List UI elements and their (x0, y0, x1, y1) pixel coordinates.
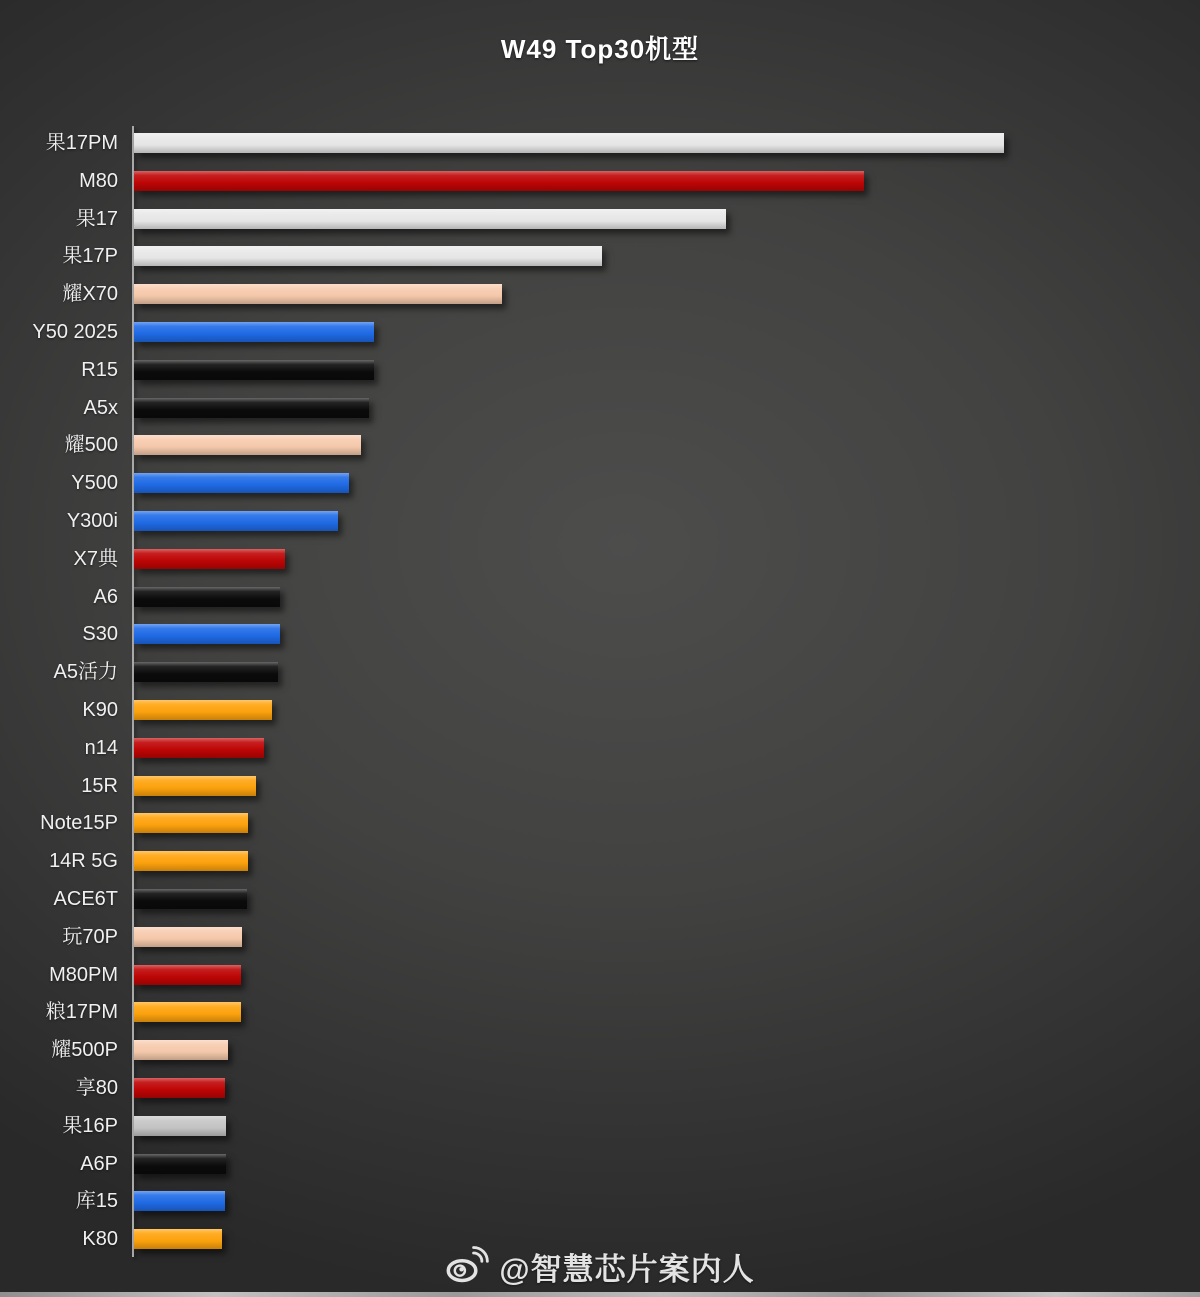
bar (134, 927, 242, 947)
category-label: 耀X70 (62, 283, 118, 306)
bar (134, 1191, 225, 1211)
bar (134, 965, 241, 985)
category-label: 果17PM (45, 132, 118, 154)
watermark-handle: @智慧芯片案内人 (499, 1251, 755, 1287)
category-label: K80 (82, 1228, 118, 1251)
category-label: 果17P (62, 245, 118, 268)
bar (134, 549, 285, 569)
bar (134, 889, 247, 909)
category-label: R15 (81, 358, 118, 381)
category-label: 果16P (62, 1114, 118, 1137)
category-label: Y300i (66, 510, 118, 532)
bar (134, 1154, 226, 1174)
bar (134, 624, 280, 644)
watermark (0, 1243, 1200, 1289)
category-label: 库15 (75, 1190, 118, 1213)
category-label: 享80 (75, 1077, 118, 1099)
category-label: A5活力 (53, 661, 118, 684)
bar (134, 435, 361, 455)
category-label: ACE6T (53, 888, 118, 910)
category-label: 耀500P (51, 1039, 118, 1062)
category-label: 玩70P (62, 925, 118, 948)
bar (134, 851, 248, 871)
category-label: X7典 (73, 547, 118, 570)
category-label: 果17 (75, 207, 118, 230)
category-label: A6P (80, 1152, 118, 1175)
category-label: 14R 5G (49, 850, 118, 873)
bar (134, 398, 369, 418)
category-label: Y50 2025 (32, 321, 118, 343)
category-label: A5x (83, 396, 118, 419)
category-label: 粮17PM (45, 1001, 118, 1024)
bar (134, 813, 248, 833)
category-label: 耀500 (64, 434, 118, 457)
bar (134, 738, 264, 758)
category-label: n14 (84, 736, 118, 759)
bar (134, 473, 349, 493)
bar (134, 322, 374, 342)
bar (134, 1040, 228, 1060)
category-label: M80PM (49, 963, 118, 986)
bar (134, 776, 256, 796)
category-label: M80 (79, 169, 118, 192)
bottom-edge-strip (0, 1292, 1200, 1297)
bar (134, 246, 602, 266)
bar (134, 1116, 226, 1136)
bar (134, 1078, 225, 1098)
bar (134, 587, 280, 607)
chart-title: W49 Top30机型 (500, 34, 700, 64)
bar (134, 171, 864, 191)
category-label: Y500 (71, 472, 118, 495)
bar-rows (0, 126, 1200, 1261)
category-label: K90 (82, 699, 118, 721)
category-label: 15R (81, 774, 118, 797)
bar (134, 700, 272, 720)
bar (134, 209, 726, 229)
bar (134, 511, 338, 531)
category-label: Note15P (40, 812, 118, 835)
bar (134, 360, 374, 380)
category-label: S30 (82, 623, 118, 646)
weibo-icon (445, 1244, 489, 1289)
bar (134, 1002, 241, 1022)
bar (134, 133, 1004, 153)
category-label: A6 (93, 585, 118, 608)
bar (134, 662, 278, 682)
bar (134, 284, 502, 304)
